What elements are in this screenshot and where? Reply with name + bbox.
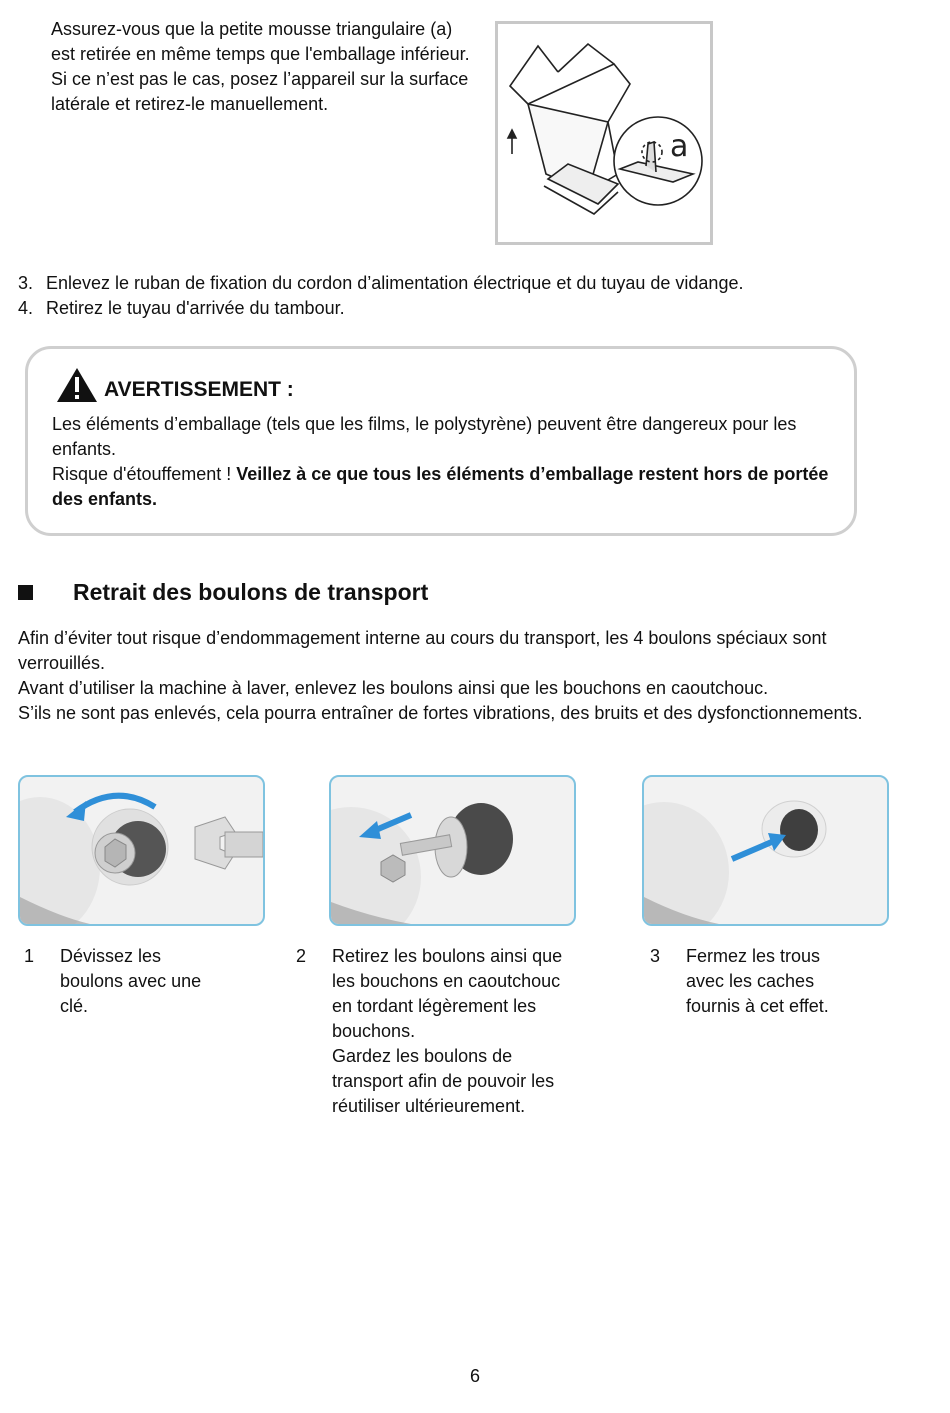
section-title: Retrait des boulons de transport bbox=[73, 579, 429, 605]
page-number: 6 bbox=[469, 1366, 480, 1386]
caption-step-1: 1 Dévissez les boulons avec une clé. bbox=[24, 946, 202, 1016]
section-heading bbox=[18, 579, 428, 606]
unpacking-steps-list bbox=[18, 271, 918, 321]
section-body: Afin d’éviter tout risque d’endommagement interne au cours du transport, les 4 boulons spéciaux sont verrouillés. Avant d’utiliser la machine à laver, enlevez les boulons ainsi que les bouchons en caoutchouc. S’ils ne sont pas enlevés, cela pourra entraîner de fortes vibrations, des bruits et des dysfonctionnements. bbox=[18, 628, 863, 723]
warning-header bbox=[56, 367, 294, 403]
list-item: 3. Enlevez le ruban de fixation du cordon d’alimentation électrique et du tuyau de vidange. bbox=[18, 273, 744, 293]
warning-triangle-icon bbox=[56, 367, 98, 403]
list-item: 4. Retirez le tuyau d'arrivée du tambour. bbox=[18, 298, 345, 318]
warning-box bbox=[25, 346, 857, 536]
caption-step-2: 2 Retirez les boulons ainsi que les bouchons en caoutchouc en tordant légèrement les bouchons. Gardez les boulons de transport afin de pouvoir les réutiliser ultérieurement. bbox=[296, 946, 563, 1116]
cover-hole-photo bbox=[642, 775, 889, 926]
packaging-removal-figure bbox=[495, 21, 713, 245]
warning-title: AVERTISSEMENT : bbox=[104, 378, 294, 401]
box-lift-illustration bbox=[498, 24, 710, 242]
square-bullet-icon bbox=[18, 585, 33, 600]
warning-body: Les éléments d’emballage (tels que les films, le polystyrène) peuvent être dangereux pour les enfants. Risque d'étouffement ! Veillez à ce que tous les éléments d’emballage restent hors de portée des enfants. bbox=[52, 414, 829, 509]
remove-bolt-photo bbox=[329, 775, 576, 926]
caption-step-3: 3 Fermez les trous avec les caches fournis à cet effet. bbox=[650, 946, 829, 1016]
intro-paragraph: Assurez-vous que la petite mousse triangulaire (a) est retirée en même temps que l'emballage inférieur. Si ce n’est pas le cas, posez l’appareil sur la surface latérale et retirez-le manuellement. bbox=[51, 19, 470, 114]
figure-label-a: a bbox=[670, 129, 689, 164]
unscrew-bolt-photo bbox=[18, 775, 265, 926]
